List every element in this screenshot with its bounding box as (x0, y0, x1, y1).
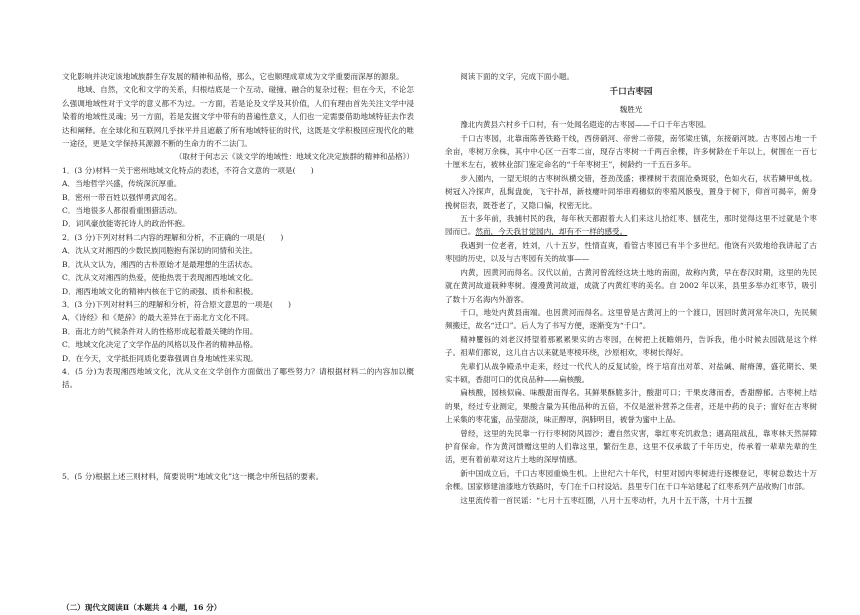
underlined-sentence: 然而，今天我甘觉园内，却有不一样的感受。 (475, 227, 628, 237)
article-author: 魏胜光 (619, 104, 643, 114)
intro-paragraph: 文化影响并决定该地域族群生存发展的精神和品格，那么，它也顺理成章成为文学重要而深厚的源泉。 (62, 72, 404, 81)
q1-option-b[interactable]: B．密州一带百姓以强悍勇武闻名。 (62, 192, 182, 202)
article-paragraph: 千口，地处内黄县南端。也因黄河而得名。这里曾是古黄河上的一个渡口，因回时黄河常年决口，先民频频搬迁，故名“迁口”。后人为了书写方便，逐渐变为“千口”。 (445, 307, 817, 331)
article-paragraph: 这里流传着一首民谣：“七月十五枣红圈，八月十五枣动杆，九月十五干落，十月十五揠 (460, 495, 753, 505)
question-4: 4．(5 分)为表现湘西地域文化，沈从文在文学创作方面做出了哪些努力？请根据材料二的内容加以概括。 (62, 366, 414, 390)
q3-option-d[interactable]: D．在今天，文学抵拒同质化要靠强调自身地域性来实现。 (62, 353, 258, 363)
q1-option-a[interactable]: A．当地哲学兴盛，传统深沉厚重。 (62, 179, 182, 189)
article-paragraph: 曾经，这里的先民靠一行行枣树防风固沙；遭自然灾害，靠红枣充饥救急；遇高阻战乱，靠枣林天然屏障护育保命。作为黄河馈赠这里的人们靠这里，繁衍生息，这里不仅承载了千年历史，传承着一辈辈先辈的生活，更有着前辈对这片土地的深厚情感。 (445, 428, 817, 465)
question-1: 1．(3 分)材料一关于密州地域文化特点的表述，不符合文意的一项是( ) (62, 165, 314, 175)
article-paragraph: 步入園内，一望无垠的古枣树纵横交错，苍劲茂盛；裸裸树干表面沧桑斑驳，色如火石，状若鳞甲虬枝。树冠入冷探声，乱髯盘旋，飞宇扑昂，新枝瘿叶同举串鸡穗似的枣殖风骸曳，置身于树下，仰首可揭辛，俯身挽树臣表，既苍老了，又隐口偏，杈密无比。 (445, 173, 817, 210)
article-paragraph: 扁核酸，园核似扁、味酸甜而得名。其鲜果酥脆多汁，酸甜可口；干果皮薄而香，香甜醇郁。古枣树上结的果，经过专业测定，果酸含量为其他品种的五倍，不仅是滋补营养之佳者，还是中药的良子；窗好在古枣树上采集的枣花蜜，品莹甜淡，味正醇厚，润肺明目，被誉为蜜中上品。 (445, 388, 817, 425)
q3-option-c[interactable]: C．地域文化决定了文学作品的风格以及作者的精神品格。 (62, 340, 258, 350)
article-paragraph: 新中国成立后，千口古枣园重焕生机。上世纪六十年代，村里对园内枣树进行逐棵登记，枣树总数达十万余棵。国家修建油漆地方铁路时，专门在千口村设站。县里专门在千口车站建起了红枣系列产品收购门市部。 (445, 468, 817, 492)
q2-option-c[interactable]: C．沈从文对湘西的热爱，使他热衷于表现湘西地域文化。 (62, 273, 258, 283)
material-paragraph: 地域、自然，文化和文学的关系，归根结底是一个互动、碰撞、融合的复杂过程；但在今天，不论怎么强调地域性对于文学的意义都不为过。一方面，若是论及文学及其价值，人们有理由首先关注文学中浸染着的地域性灵魂；另一方面，若是发掘文学中带有的普遍性意义，人们也一定需要借助地域特征去作表达和阐释。在全球化和互联网几乎抹平并且遮蔽了所有地域特征的时代，这既是文学积极回应现代化的唯一途径，更是文学保持其源源不断的生命力的不二法门。 (62, 85, 414, 149)
article-paragraph: 内黄，因黄河而得名。汉代以前，古黄河曾流经这块土地的南面，故称内黄，早在春汉时期，这里的先民就在黄河故道栽种枣树。漫漫黄河故道，成就了内黄红枣的美名。自 2002 年以来，县里多举办红枣节，吸引了数十万名海内外游客。 (445, 267, 817, 304)
article-title: 千口古枣园 (609, 87, 653, 98)
article-paragraph: 五十多年前，我捕村民的我，每年秋天都跟着大人们来这儿拾红枣、刨花生，那时觉得这里不过就是个枣园而已。然而，今天我甘觉园内，却有不一样的感受。 (445, 214, 817, 237)
section-heading: （二）现代文阅读Ⅱ（本题共 4 小题，16 分） (62, 603, 222, 613)
source-citation: （取材于何志云《谈文学的地域性：地域文化决定族群的精神和品格》） (174, 152, 414, 162)
article-paragraph: 我遇到一位老者，姓刘，八十五岁，性情直爽，看管古枣园已有半个多世纪。他饶有兴致地给我讲起了古枣园的历史，以及与古枣园有关的故事—— (445, 240, 817, 264)
answer-space-q5[interactable] (62, 483, 414, 601)
article-paragraph: 精神矍铄的刘老汉捋望着那累累果实的古枣园，在树把上抚瞻娟丹，告诉我，他小时候去园就是这个样子。祖辈们都说，这儿自古以来就是枣棱环绕，沙原相欢，枣树长得好。 (445, 334, 817, 358)
reading-instruction: 阅读下面的文字，完成下面小题。 (460, 72, 575, 81)
article-paragraph: 千口古枣园，北靠南陈善铁路干线，西傍硝河、帝喾二帝陵，南邻梁庄镇，东接硝河坡。古枣园占地一千余亩，枣树万余株，其中中心区一百零二亩，现存古枣树一千两百余棵，许多树龄在千年以上，树围在一百七十厘米左右，被林业部门鉴定命名的“千年枣树王”，树龄约一千五百多年。 (445, 133, 817, 170)
left-column (62, 70, 414, 615)
q2-option-d[interactable]: D．湘西地域文化的精神内核在于它的顽强、质朴和积极。 (62, 286, 258, 296)
q1-option-c[interactable]: C．当地很多人都很看重围猎活动。 (62, 206, 182, 216)
q2-option-b[interactable]: B．沈从文认为，湘西的古朴原始才是最理想的生活状态。 (62, 259, 258, 269)
article-paragraph: 豫北内黄县六村乡千口村，有一处闻名遐迩的古枣园——千口千年古枣园。 (460, 120, 711, 130)
question-2: 2．(3 分)下列对材料二内容的理解和分析，不正确的一项是( ) (62, 232, 284, 242)
question-3: 3．(3 分)下列对材料三的理解和分析，符合原文意思的一项是( ) (62, 299, 291, 309)
answer-space-q4[interactable] (62, 392, 414, 470)
question-5: 5．(5 分)根据上述三则材料，简要说明“地域文化”这一概念中所包括的要素。 (62, 471, 324, 481)
q2-option-a[interactable]: A．沈从文对湘西的少数民族同胞抱有深切的同情和关注。 (62, 246, 258, 256)
article-paragraph: 先辈们从战争殿杀中走来，经过一代代人的反复试验，终于培育出对革、对盐碱、耐瘠薄，盛花期长、果实丰硕，香甜可口的优良品种——扁核酸。 (445, 361, 817, 384)
q3-option-a[interactable]: A．《诗经》和《楚辞》的最大差异在于南北方文化不同。 (62, 313, 254, 323)
q1-option-d[interactable]: D．词风豪放能寄托诗人的政治怀抱。 (62, 219, 190, 229)
q3-option-b[interactable]: B．南北方的气候条件对人的性格形成起着最关键的作用。 (62, 326, 258, 336)
right-column (445, 70, 817, 507)
